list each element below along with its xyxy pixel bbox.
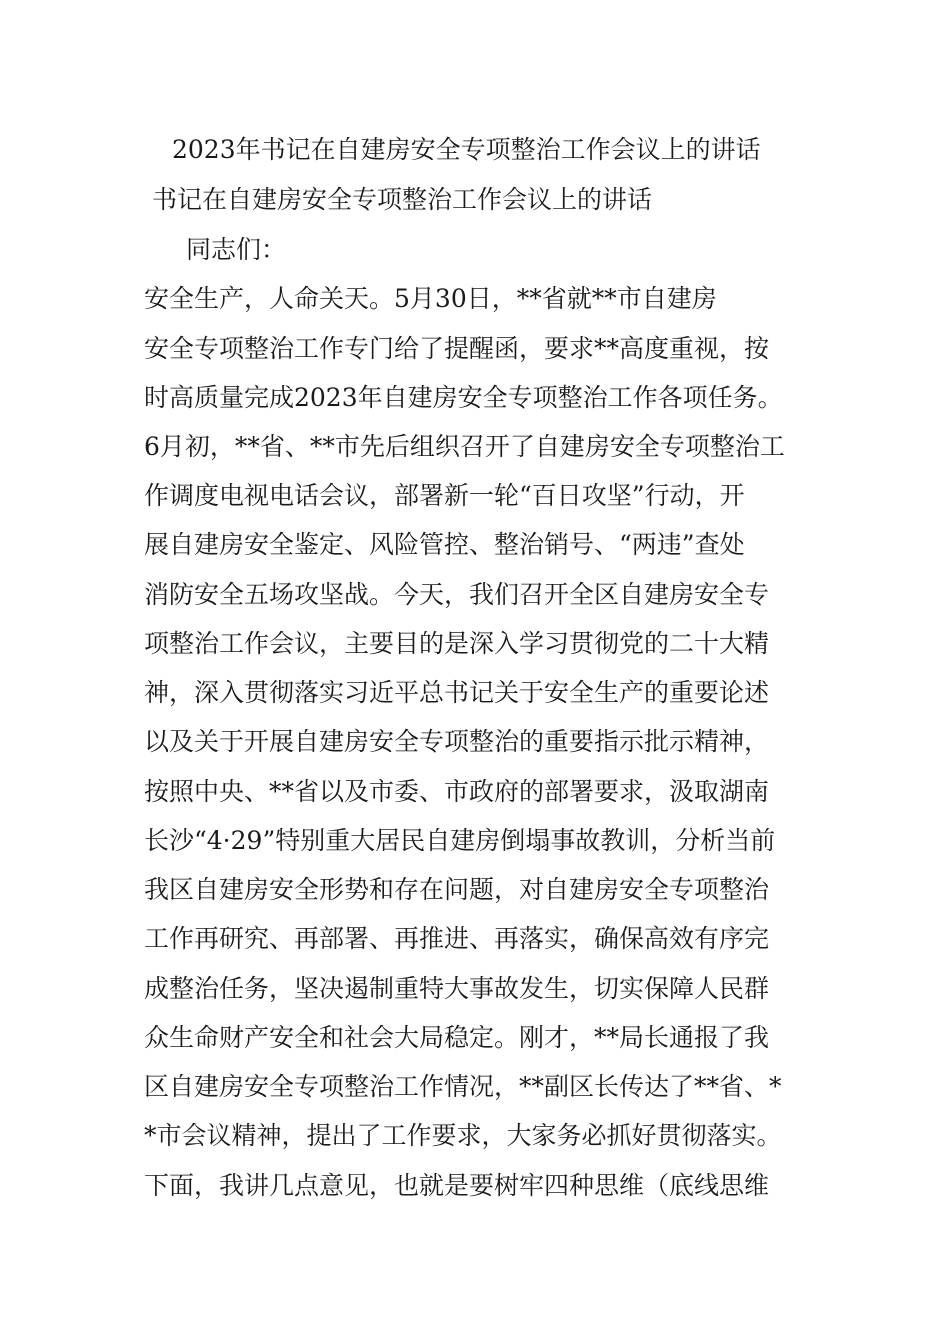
body-line: 成整治任务，坚决遏制重特大事故发生，切实保障人民群 (144, 974, 770, 1003)
body-line: 时高质量完成2023年自建房安全专项整治工作各项任务。 (144, 383, 783, 412)
body-line: 神，深入贯彻落实习近平总书记关于安全生产的重要论述 (144, 678, 770, 707)
body-line: 按照中央、**省以及市委、市政府的部署要求，汲取湖南 (144, 777, 770, 806)
body-line: 区自建房安全专项整治工作情况，**副区长传达了**省、* (144, 1072, 782, 1101)
body-line: 安全专项整治工作专门给了提醒函，要求**高度重视，按 (144, 334, 770, 363)
body-line: 下面，我讲几点意见，也就是要树牢四种思维（底线思维 (144, 1171, 770, 1200)
body-line: 长沙“4·29”特别重大居民自建房倒塌事故教训，分析当前 (144, 826, 776, 855)
body-line: 作调度电视电话会议，部署新一轮“百日攻坚”行动，开 (144, 481, 745, 510)
document-subtitle: 书记在自建房安全专项整治工作会议上的讲话 (152, 185, 653, 214)
greeting-text: 同志们： (186, 235, 287, 264)
body-line: 展自建房安全鉴定、风险管控、整治销号、“两违”查处 (144, 530, 745, 559)
body-line: 消防安全五场攻坚战。今天，我们召开全区自建房安全专 (144, 580, 770, 609)
body-line: 6月初，**省、**市先后组织召开了自建房安全专项整治工 (144, 432, 785, 461)
body-line: 众生命财产安全和社会大局稳定。刚才，**局长通报了我 (144, 1023, 770, 1052)
body-line: 以及关于开展自建房安全专项整治的重要指示批示精神， (144, 727, 770, 756)
body-line: 我区自建房安全形势和存在问题，对自建房安全专项整治 (144, 875, 770, 904)
body-line: *市会议精神，提出了工作要求，大家务必抓好贯彻落实。 (144, 1121, 782, 1150)
body-line: 安全生产，人命关天。5月30日，**省就**市自建房 (144, 284, 717, 313)
body-line: 工作再研究、再部署、再推进、再落实，确保高效有序完 (144, 924, 770, 953)
body-line: 项整治工作会议，主要目的是深入学习贯彻党的二十大精 (144, 629, 770, 658)
document-title: 2023年书记在自建房安全专项整治工作会议上的讲话 (172, 135, 761, 164)
